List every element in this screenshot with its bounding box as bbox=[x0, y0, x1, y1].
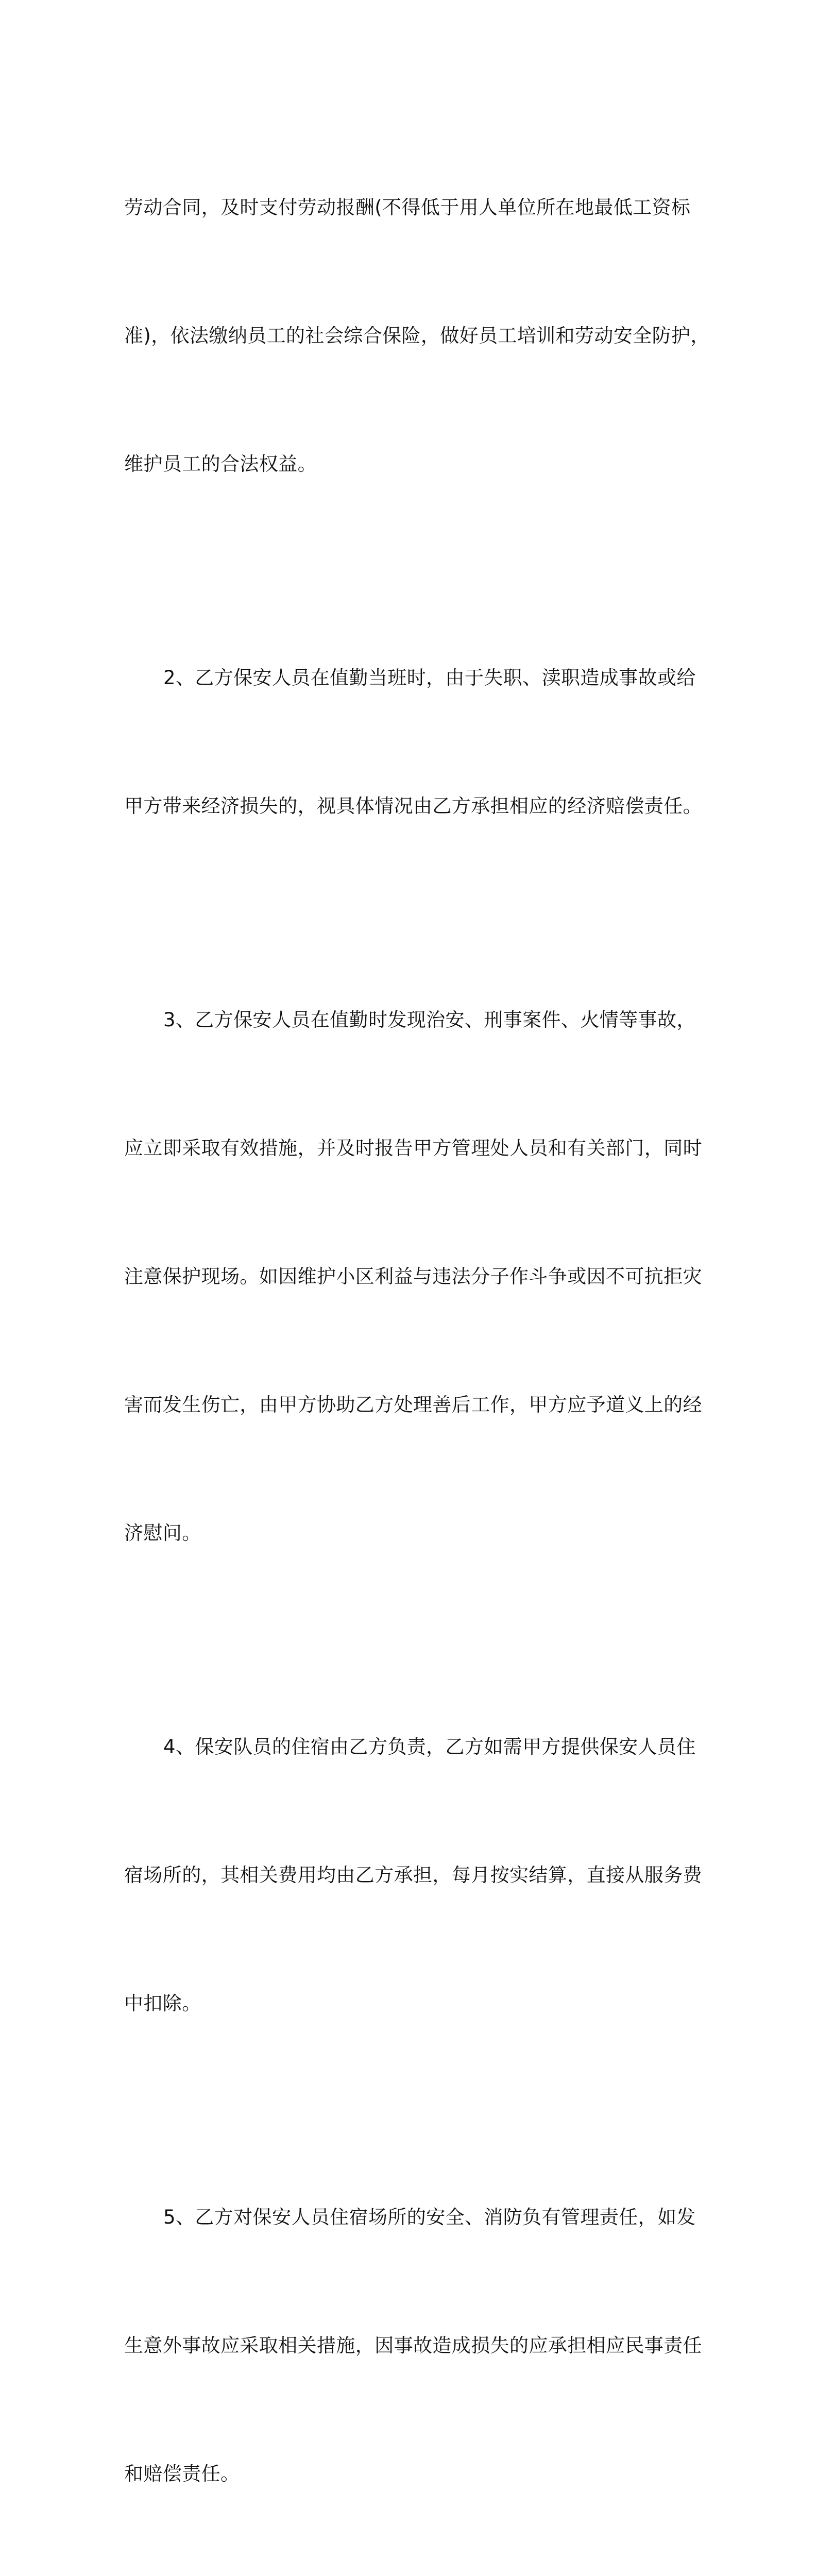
text-line: 5、乙方对保安人员住宿场所的安全、消防负有管理责任，如发 bbox=[163, 2206, 696, 2228]
text-line: 中扣除。 bbox=[124, 1992, 201, 2014]
paragraph-clause-2-liability bbox=[124, 571, 702, 913]
text-line: 劳动合同，及时支付劳动报酬(不得低于用人单位所在地最低工资标 bbox=[124, 196, 691, 218]
text-line: 应立即采取有效措施，并及时报告甲方管理处人员和有关部门，同时 bbox=[124, 1137, 702, 1159]
text-line: 宿场所的，其相关费用均由乙方承担，每月按实结算，直接从服务费 bbox=[124, 1864, 702, 1886]
document-body bbox=[124, 100, 710, 2576]
text-line: 维护员工的合法权益。 bbox=[124, 453, 317, 475]
text-line: 甲方带来经济损失的，视具体情况由乙方承担相应的经济赔偿责任。 bbox=[124, 795, 702, 817]
paragraph-labor-contract-continuation bbox=[124, 100, 710, 571]
text-line: 2、乙方保安人员在值勤当班时，由于失职、渎职造成事故或给 bbox=[163, 667, 696, 689]
paragraph-clause-4-accommodation bbox=[124, 1640, 702, 2110]
text-line: 注意保护现场。如因维护小区利益与违法分子作斗争或因不可抗拒灾 bbox=[124, 1265, 702, 1287]
text-line: 济慰问。 bbox=[124, 1522, 201, 1544]
text-line: 生意外事故应采取相关措施，因事故造成损失的应承担相应民事责任 bbox=[124, 2334, 702, 2357]
text-line: 4、保安队员的住宿由乙方负责，乙方如需甲方提供保安人员住 bbox=[163, 1736, 696, 1758]
text-line: 3、乙方保安人员在值勤时发现治安、刑事案件、火情等事故， bbox=[163, 1009, 696, 1031]
paragraph-clause-3-incidents bbox=[124, 913, 702, 1640]
text-line: 害而发生伤亡，由甲方协助乙方处理善后工作，甲方应予道义上的经 bbox=[124, 1394, 702, 1416]
text-line: 准)，依法缴纳员工的社会综合保险，做好员工培训和劳动安全防护， bbox=[124, 325, 710, 347]
paragraph-clause-5-safety bbox=[124, 2110, 702, 2576]
text-line: 和赔偿责任。 bbox=[124, 2463, 240, 2485]
